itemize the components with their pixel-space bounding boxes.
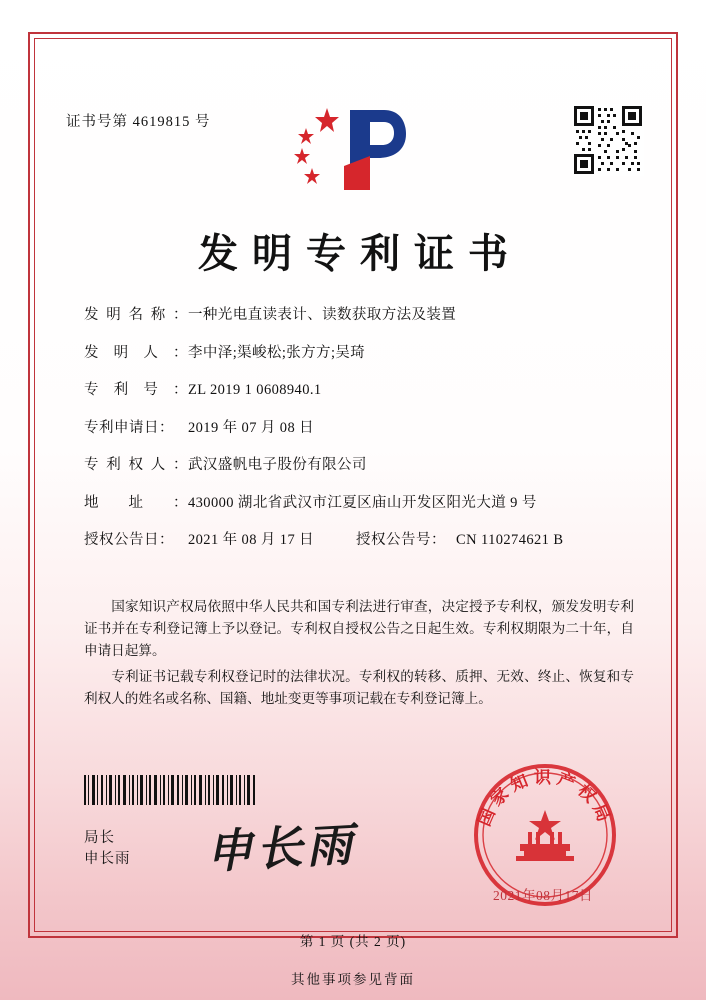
field-value-address: 430000 湖北省武汉市江夏区庙山开发区阳光大道 9 号 [188,494,537,511]
certificate-fields [84,305,636,568]
field-label-address: 地 址 ： [84,494,188,511]
field-application-date [84,418,636,438]
field-value-inventors: 李中泽;渠峻松;张方方;吴琦 [188,344,366,361]
field-label-grant-date: 授权公告日： [84,532,174,548]
field-value-invention-name: 一种光电直读表计、读数获取方法及装置 [188,307,457,323]
field-label-application-date: 专利申请日： [84,419,174,436]
director-name: 申长雨 [84,851,131,867]
field-label-patent-number: 专 利 号 ： [84,382,188,398]
director-title: 局长 [84,830,115,846]
field-label-patentee: 专 利 权 人 ： [84,457,188,473]
field-address [84,493,636,513]
corner-mark-top-right [664,32,678,46]
field-grant-announcement [84,530,636,550]
footer-note: 其他事项参见背面 [291,972,415,987]
seal-date: 2021年08月17日 [493,888,593,903]
field-invention-name [84,305,636,325]
patent-office-emblem-icon [292,104,410,192]
barcode [84,775,256,805]
body-paragraph-1: 国家知识产权局依照中华人民共和国专利法进行审查，决定授予专利权，颁发发明专利证书并在专利登记簿上予以登记。专利权自授权公告之日起生效。专利权期限为二十年，自申请日起算。 [84,599,634,658]
page-indicator: 第 1 页 (共 2 页) [299,934,407,949]
page-title: 发明专利证书 [198,230,522,277]
field-value-grant-number: CN 110274621 B [456,532,564,548]
svg-text:国家知识产权局: 国家知识产权局 [474,768,616,830]
field-value-application-date: 2019 年 07 月 08 日 [188,419,315,436]
certificate-number: 证书号第 4619815 号 [66,114,211,130]
director-signature: 申长雨 [204,817,358,879]
body-paragraph-2: 专利证书记载专利权登记时的法律状况。专利权的转移、质押、无效、终止、恢复和专利权人的姓名或名称、国籍、地址变更等事项记载在专利登记簿上。 [84,669,634,706]
field-patent-number [84,380,636,400]
corner-mark-top-left [28,32,42,46]
field-value-patentee: 武汉盛帆电子股份有限公司 [188,457,367,473]
field-label-invention-name: 发 明 名 称 ： [84,307,188,323]
field-label-grant-number: 授权公告号： [356,532,447,548]
director-title-block [84,828,131,870]
field-inventors [84,343,636,363]
field-value-patent-number: ZL 2019 1 0608940.1 [188,382,322,398]
certificate-body-text [84,596,634,714]
field-label-inventors: 发 明 人 ： [84,344,188,361]
field-patentee [84,455,636,475]
qr-code [572,104,644,176]
field-value-grant-date: 2021 年 08 月 17 日 [188,532,315,548]
